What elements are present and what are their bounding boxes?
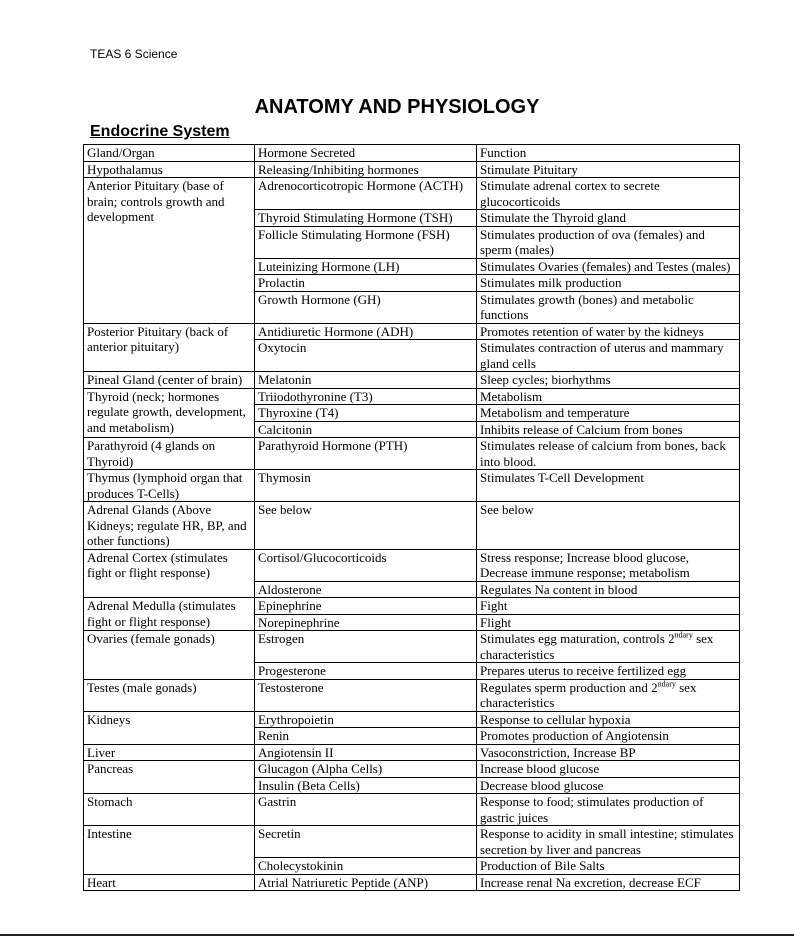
function-cell: Sleep cycles; biorhythms bbox=[477, 372, 740, 389]
hormone-cell: Parathyroid Hormone (PTH) bbox=[255, 438, 477, 470]
function-cell: Decrease blood glucose bbox=[477, 777, 740, 794]
page-title: ANATOMY AND PHYSIOLOGY bbox=[254, 96, 540, 118]
gland-cell: Ovaries (female gonads) bbox=[84, 631, 255, 680]
gland-cell: Posterior Pituitary (back of anterior pituitary) bbox=[84, 323, 255, 372]
hormone-cell: Cortisol/Glucocorticoids bbox=[255, 549, 477, 581]
hormone-cell: Erythropoietin bbox=[255, 711, 477, 728]
function-cell: Stimulates milk production bbox=[477, 275, 740, 292]
hormone-cell: Renin bbox=[255, 728, 477, 745]
table-row bbox=[84, 761, 740, 778]
page-bottom-rule bbox=[0, 934, 794, 936]
hormone-cell: Triiodothyronine (T3) bbox=[255, 388, 477, 405]
gland-cell: Stomach bbox=[84, 794, 255, 826]
gland-cell: Kidneys bbox=[84, 711, 255, 744]
hormone-cell: Norepinephrine bbox=[255, 614, 477, 631]
endocrine-table bbox=[83, 144, 740, 891]
function-cell: Regulates Na content in blood bbox=[477, 581, 740, 598]
gland-cell: Adrenal Medulla (stimulates fight or flight response) bbox=[84, 598, 255, 631]
superscript: ndary bbox=[674, 630, 693, 640]
gland-cell: Pancreas bbox=[84, 761, 255, 794]
function-cell: Increase renal Na excretion, decrease ECF bbox=[477, 874, 740, 891]
section-heading: Endocrine System bbox=[90, 123, 230, 140]
gland-cell: Adrenal Cortex (stimulates fight or flight response) bbox=[84, 549, 255, 598]
hormone-cell: Estrogen bbox=[255, 631, 477, 663]
hormone-cell: Releasing/Inhibiting hormones bbox=[255, 161, 477, 178]
hormone-cell: Antidiuretic Hormone (ADH) bbox=[255, 323, 477, 340]
function-cell: Increase blood glucose bbox=[477, 761, 740, 778]
function-cell: Response to cellular hypoxia bbox=[477, 711, 740, 728]
table-row bbox=[84, 874, 740, 891]
table-row bbox=[84, 323, 740, 340]
function-cell: Metabolism bbox=[477, 388, 740, 405]
hormone-cell: Thyroxine (T4) bbox=[255, 405, 477, 422]
hormone-cell: Thymosin bbox=[255, 470, 477, 502]
gland-cell: Anterior Pituitary (base of brain; controls growth and development bbox=[84, 178, 255, 324]
hormone-cell: Aldosterone bbox=[255, 581, 477, 598]
function-cell: Promotes production of Angiotensin bbox=[477, 728, 740, 745]
hormone-cell: Luteinizing Hormone (LH) bbox=[255, 258, 477, 275]
hormone-cell: Melatonin bbox=[255, 372, 477, 389]
column-header: Function bbox=[477, 145, 740, 162]
hormone-cell: Growth Hormone (GH) bbox=[255, 291, 477, 323]
function-cell: Stimulate adrenal cortex to secrete glucocorticoids bbox=[477, 178, 740, 210]
gland-cell: Testes (male gonads) bbox=[84, 679, 255, 711]
hormone-cell: Adrenocorticotropic Hormone (ACTH) bbox=[255, 178, 477, 210]
function-cell: Vasoconstriction, Increase BP bbox=[477, 744, 740, 761]
table-row bbox=[84, 549, 740, 581]
gland-cell: Heart bbox=[84, 874, 255, 891]
gland-cell: Pineal Gland (center of brain) bbox=[84, 372, 255, 389]
function-cell: Stimulates T-Cell Development bbox=[477, 470, 740, 502]
gland-cell: Parathyroid (4 glands on Thyroid) bbox=[84, 438, 255, 470]
table-row bbox=[84, 388, 740, 405]
hormone-cell: Calcitonin bbox=[255, 421, 477, 438]
function-cell: See below bbox=[477, 502, 740, 550]
function-text: sex characteristics bbox=[480, 679, 697, 710]
gland-cell: Liver bbox=[84, 744, 255, 761]
function-cell: Stimulates contraction of uterus and mammary gland cells bbox=[477, 340, 740, 372]
function-cell: Stress response; Increase blood glucose, Decrease immune response; metabolism bbox=[477, 549, 740, 581]
table-row bbox=[84, 438, 740, 470]
hormone-cell: Insulin (Beta Cells) bbox=[255, 777, 477, 794]
table-row bbox=[84, 598, 740, 615]
function-cell bbox=[477, 631, 740, 663]
table-row bbox=[84, 178, 740, 210]
gland-cell: Thyroid (neck; hormones regulate growth, development, and metabolism) bbox=[84, 388, 255, 438]
function-cell: Flight bbox=[477, 614, 740, 631]
hormone-cell: Secretin bbox=[255, 826, 477, 858]
function-cell: Stimulates growth (bones) and metabolic functions bbox=[477, 291, 740, 323]
table-row bbox=[84, 161, 740, 178]
hormone-cell: Cholecystokinin bbox=[255, 858, 477, 875]
function-cell: Stimulate Pituitary bbox=[477, 161, 740, 178]
hormone-cell: Gastrin bbox=[255, 794, 477, 826]
superscript: ndary bbox=[657, 679, 676, 689]
function-cell: Stimulates Ovaries (females) and Testes (males) bbox=[477, 258, 740, 275]
hormone-cell: Glucagon (Alpha Cells) bbox=[255, 761, 477, 778]
function-cell: Response to food; stimulates production of gastric juices bbox=[477, 794, 740, 826]
hormone-cell: Angiotensin II bbox=[255, 744, 477, 761]
table-row bbox=[84, 470, 740, 502]
function-cell: Response to acidity in small intestine; stimulates secretion by liver and pancreas bbox=[477, 826, 740, 858]
table-row bbox=[84, 679, 740, 711]
table-row bbox=[84, 794, 740, 826]
gland-cell: Hypothalamus bbox=[84, 161, 255, 178]
hormone-cell: Testosterone bbox=[255, 679, 477, 711]
table-row bbox=[84, 502, 740, 550]
hormone-cell: Thyroid Stimulating Hormone (TSH) bbox=[255, 210, 477, 227]
hormone-cell: Progesterone bbox=[255, 663, 477, 680]
hormone-cell: Oxytocin bbox=[255, 340, 477, 372]
function-cell: Production of Bile Salts bbox=[477, 858, 740, 875]
hormone-cell: Follicle Stimulating Hormone (FSH) bbox=[255, 226, 477, 258]
function-cell bbox=[477, 679, 740, 711]
function-cell: Inhibits release of Calcium from bones bbox=[477, 421, 740, 438]
table-row bbox=[84, 631, 740, 663]
gland-cell: Adrenal Glands (Above Kidneys; regulate HR, BP, and other functions) bbox=[84, 502, 255, 550]
hormone-cell: Epinephrine bbox=[255, 598, 477, 615]
function-text: Stimulates egg maturation, controls 2 bbox=[480, 631, 675, 646]
column-header: Gland/Organ bbox=[84, 145, 255, 162]
function-cell: Promotes retention of water by the kidneys bbox=[477, 323, 740, 340]
function-cell: Stimulates release of calcium from bones, back into blood. bbox=[477, 438, 740, 470]
hormone-cell: Atrial Natriuretic Peptide (ANP) bbox=[255, 874, 477, 891]
function-cell: Stimulates production of ova (females) and sperm (males) bbox=[477, 226, 740, 258]
column-header: Hormone Secreted bbox=[255, 145, 477, 162]
hormone-cell: Prolactin bbox=[255, 275, 477, 292]
function-text: sex characteristics bbox=[480, 631, 714, 662]
function-cell: Stimulate the Thyroid gland bbox=[477, 210, 740, 227]
table-row bbox=[84, 711, 740, 728]
function-text: Regulates sperm production and 2 bbox=[480, 679, 658, 695]
page-header: TEAS 6 Science bbox=[90, 47, 178, 61]
gland-cell: Intestine bbox=[84, 826, 255, 875]
hormone-cell: See below bbox=[255, 502, 477, 550]
table-header-row bbox=[84, 145, 740, 162]
table-row bbox=[84, 744, 740, 761]
table-row bbox=[84, 372, 740, 389]
function-cell: Fight bbox=[477, 598, 740, 615]
table-row bbox=[84, 826, 740, 858]
function-cell: Metabolism and temperature bbox=[477, 405, 740, 422]
function-cell: Prepares uterus to receive fertilized egg bbox=[477, 663, 740, 680]
gland-cell: Thymus (lymphoid organ that produces T-Cells) bbox=[84, 470, 255, 502]
